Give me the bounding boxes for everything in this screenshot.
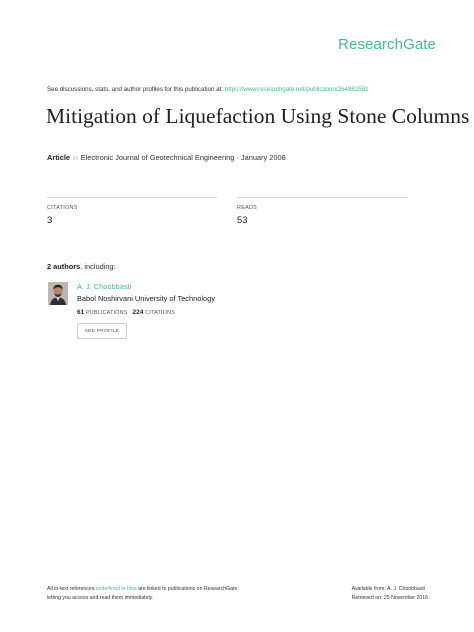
citations-label: CITATIONS <box>47 205 78 211</box>
publication-venue[interactable]: Electronic Journal of Geotechnical Engineering · January 2008 <box>80 153 286 162</box>
author-institution[interactable]: Babol Noshirvani University of Technology <box>77 294 215 303</box>
publication-type: Article <box>47 153 71 162</box>
footer-text: are linked to publications on ResearchGate, <box>136 586 239 592</box>
authors-heading <box>47 262 116 271</box>
publication-meta <box>47 153 286 162</box>
citations-value: 3 <box>47 215 53 226</box>
reads-label: READS <box>237 205 258 211</box>
footer-text: All in-text references <box>47 586 96 592</box>
authors-suffix: , including: <box>80 262 116 271</box>
footer-left-line2: letting you access and read them immediately. <box>47 594 154 601</box>
see-profile-button[interactable]: SEE PROFILE <box>77 323 127 339</box>
meta-separator: in <box>73 156 78 162</box>
publication-link[interactable]: https://www.researchgate.net/publication/264882582 <box>224 86 369 93</box>
reads-rule <box>237 197 408 198</box>
available-from: Available from: A. J. Choobbasti <box>351 586 426 592</box>
author-publications-count: 61 <box>77 309 85 316</box>
author-stats <box>77 309 175 316</box>
author-citations-count: 224 <box>132 309 144 316</box>
footer-link-sample: underlined in blue <box>95 586 137 592</box>
author-publications-label: PUBLICATIONS <box>86 310 128 316</box>
researchgate-logo[interactable]: ResearchGate <box>338 36 436 53</box>
intro-line <box>47 86 369 93</box>
author-photo-icon <box>48 282 68 305</box>
footer-left-line1 <box>47 585 239 594</box>
retrieved-on: Retrieved on: 25 November 2016 <box>351 594 428 601</box>
avatar[interactable] <box>48 282 68 305</box>
authors-count: 2 authors <box>47 262 81 271</box>
reads-value: 53 <box>237 215 248 226</box>
footer-right <box>352 585 428 602</box>
footer-left <box>47 585 239 602</box>
citations-rule <box>47 197 217 198</box>
publication-title: Mitigation of Liquefaction Using Stone Columns <box>46 104 470 128</box>
intro-text: See discussions, stats, and author profiles for this publication at: <box>47 86 225 93</box>
author-citations-label: CITATIONS <box>145 310 176 316</box>
author-name-link[interactable]: A. J. Choobbasti <box>77 282 132 291</box>
